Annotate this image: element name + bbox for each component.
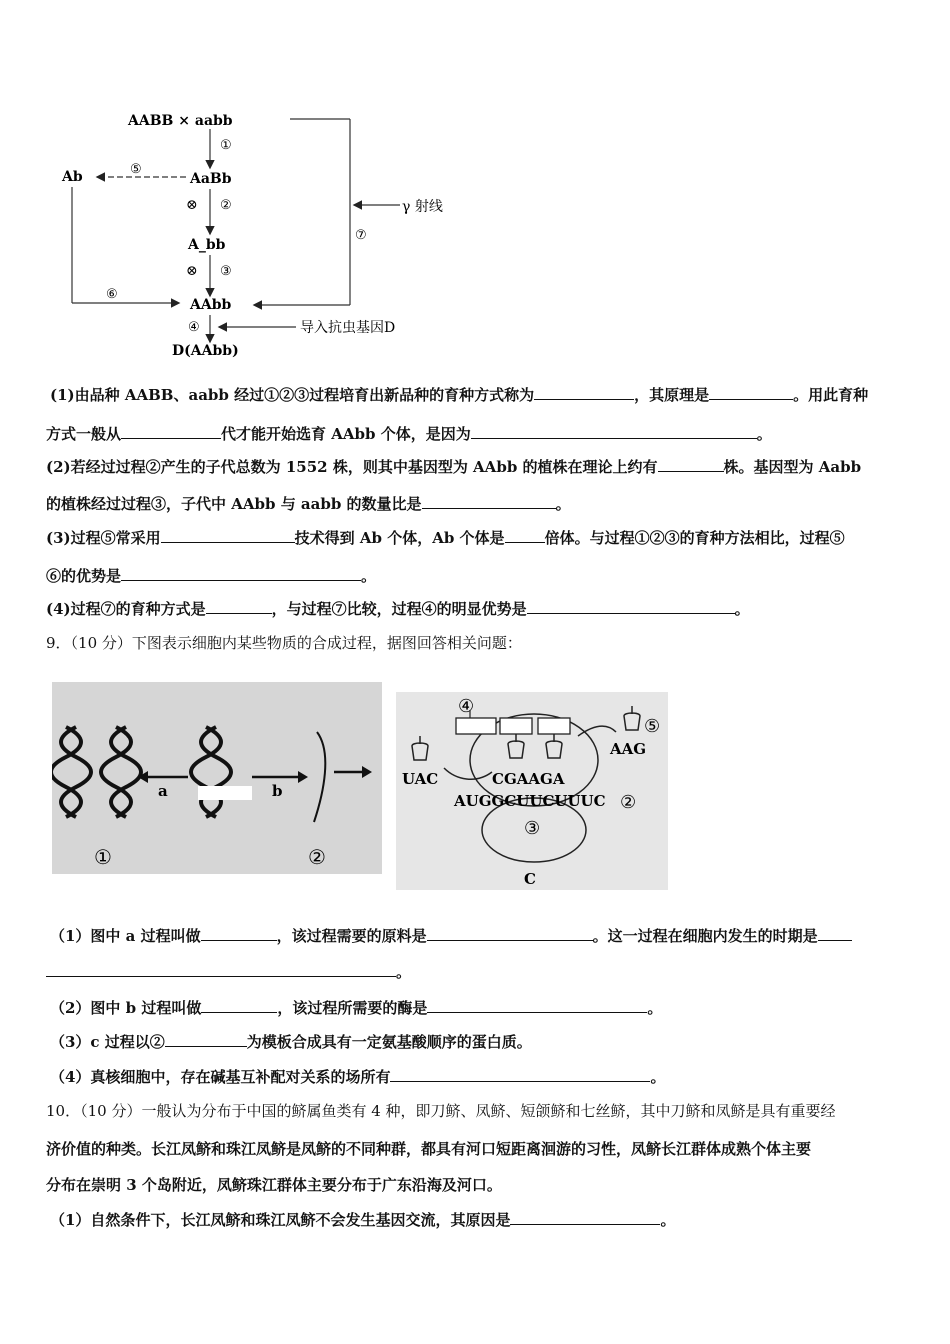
label-n1: ① bbox=[94, 845, 112, 869]
q8-blank-8[interactable] bbox=[505, 528, 545, 543]
q8-part2-line2: 的植株经过过程③，子代中 AAbb 与 aabb 的数量比是 。 bbox=[46, 495, 571, 513]
q8-blank-7[interactable] bbox=[161, 528, 295, 543]
gamma-label: γ 射线 bbox=[402, 199, 443, 215]
step7-label: ⑦ bbox=[355, 228, 367, 243]
gene-label: 导入抗虫基因D bbox=[300, 320, 396, 336]
q9-blank-6[interactable] bbox=[427, 998, 647, 1013]
product-label: D(AAbb) bbox=[172, 343, 239, 359]
a-bb-label: A_bb bbox=[188, 237, 226, 253]
label-b: b bbox=[272, 782, 283, 800]
label-n2-right: ② bbox=[620, 792, 637, 813]
q9-blank-4[interactable] bbox=[46, 962, 396, 977]
q9-part1-line1: （1）图中 a 过程叫做 ，该过程需要的原料是 。这一过程在细胞内发生的时期是 bbox=[50, 926, 910, 946]
figure-left-white-patch bbox=[198, 786, 252, 800]
q10-part1: （1）自然条件下，长江凤鲚和珠江凤鲚不会发生基因交流，其原因是 。 bbox=[50, 1211, 676, 1229]
step6-label: ⑥ bbox=[106, 287, 118, 302]
q8-blank-5[interactable] bbox=[658, 457, 724, 472]
label-uac: UAC bbox=[402, 770, 439, 788]
q9-blank-7[interactable] bbox=[165, 1032, 247, 1047]
label-cgaaga: CGAAGA bbox=[492, 770, 565, 788]
q8-part1-line2: 方式一般从 代才能开始选育 AAbb 个体，是因为 。 bbox=[46, 425, 772, 443]
self-symbol-1: ⊗ bbox=[186, 197, 198, 213]
label-n2: ② bbox=[308, 845, 326, 869]
q9-blank-1[interactable] bbox=[201, 926, 277, 941]
q8-part2-line1: (2)若经过过程②产生的子代总数为 1552 株，则其中基因型为 AAbb 的植株在理论上约有 株。基因型为 Aabb bbox=[46, 458, 862, 476]
amino-acid-box-4 bbox=[456, 718, 496, 734]
label-aag: AAG bbox=[610, 740, 647, 758]
q9-title: 9．（10 分）下图表示细胞内某些物质的合成过程，据图回答相关问题： bbox=[46, 634, 522, 652]
q8-part3-line2: ⑥的优势是 。 bbox=[46, 567, 377, 585]
q8-part3-line1: (3)过程⑤常采用 技术得到 Ab 个体，Ab 个体是 倍体。与过程①②③的育种方法相比，过程⑤ bbox=[46, 529, 845, 547]
q8-blank-11[interactable] bbox=[527, 599, 735, 614]
step4-label: ④ bbox=[188, 320, 200, 335]
q9-blank-3[interactable] bbox=[818, 926, 852, 941]
q8-blank-1[interactable] bbox=[534, 385, 634, 400]
aabb-target-label: AAbb bbox=[190, 297, 232, 313]
q9-blank-5[interactable] bbox=[201, 998, 277, 1013]
amino-acid-box-a bbox=[500, 718, 532, 734]
label-a: a bbox=[158, 782, 168, 800]
q8-blank-2[interactable] bbox=[709, 385, 793, 400]
q9-blank-8[interactable] bbox=[390, 1067, 650, 1082]
step1-label: ① bbox=[220, 138, 232, 153]
q8-blank-4[interactable] bbox=[471, 424, 757, 439]
q9-part1-line2: 。 bbox=[46, 962, 906, 982]
q10-line1: 10．（10 分）一般认为分布于中国的鲚属鱼类有 4 种，即刀鲚、凤鲚、短颌鲚和七丝鲚，其中刀鲚和凤鲚是具有重要经 bbox=[46, 1102, 836, 1120]
label-c: C bbox=[524, 870, 536, 888]
step5-label: ⑤ bbox=[130, 162, 142, 177]
self-symbol-2: ⊗ bbox=[186, 263, 198, 279]
q10-line2: 济价值的种类。长江凤鲚和珠江凤鲚是凤鲚的不同种群，都具有河口短距离洄游的习性，凤鲚长江群体成熟个体主要 bbox=[46, 1140, 812, 1158]
label-n3: ③ bbox=[524, 818, 541, 839]
label-mrna: AUGGCUUCUUUC bbox=[454, 792, 606, 810]
cross-label: AABB × aabb bbox=[128, 113, 233, 129]
q9-part3: （3）c 过程以② 为模板合成具有一定氨基酸顺序的蛋白质。 bbox=[50, 1033, 532, 1051]
label-n5: ⑤ bbox=[644, 716, 661, 737]
step2-label: ② bbox=[220, 198, 232, 213]
step3-label: ③ bbox=[220, 264, 232, 279]
q9-blank-2[interactable] bbox=[427, 926, 593, 941]
q8-blank-6[interactable] bbox=[422, 494, 556, 509]
q8-part4-line1: (4)过程⑦的育种方式是 ，与过程⑦比较，过程④的明显优势是 。 bbox=[46, 600, 750, 618]
amino-acid-box-b bbox=[538, 718, 570, 734]
label-n4: ④ bbox=[458, 696, 475, 717]
q9-figure-right bbox=[396, 692, 668, 890]
q8-blank-9[interactable] bbox=[121, 566, 361, 581]
q8-part1-line1: (1)由品种 AABB、aabb 经过①②③过程培育出新品种的育种方式称为 ，其原理是 。用此育种 bbox=[50, 386, 869, 404]
q9-part4: （4）真核细胞中，存在碱基互补配对关系的场所有 。 bbox=[50, 1068, 666, 1086]
q10-line3: 分布在崇明 3 个岛附近，凤鲚珠江群体主要分布于广东沿海及河口。 bbox=[46, 1176, 502, 1194]
q8-blank-3[interactable] bbox=[121, 424, 221, 439]
q8-blank-10[interactable] bbox=[206, 599, 272, 614]
ab-label: Ab bbox=[62, 169, 83, 185]
q10-blank-1[interactable] bbox=[510, 1210, 660, 1225]
q9-part2: （2）图中 b 过程叫做 ，该过程所需要的酶是 。 bbox=[50, 999, 663, 1017]
q9-figure-left bbox=[52, 682, 382, 874]
f1-label: AaBb bbox=[190, 171, 232, 187]
breeding-diagram bbox=[50, 105, 490, 365]
